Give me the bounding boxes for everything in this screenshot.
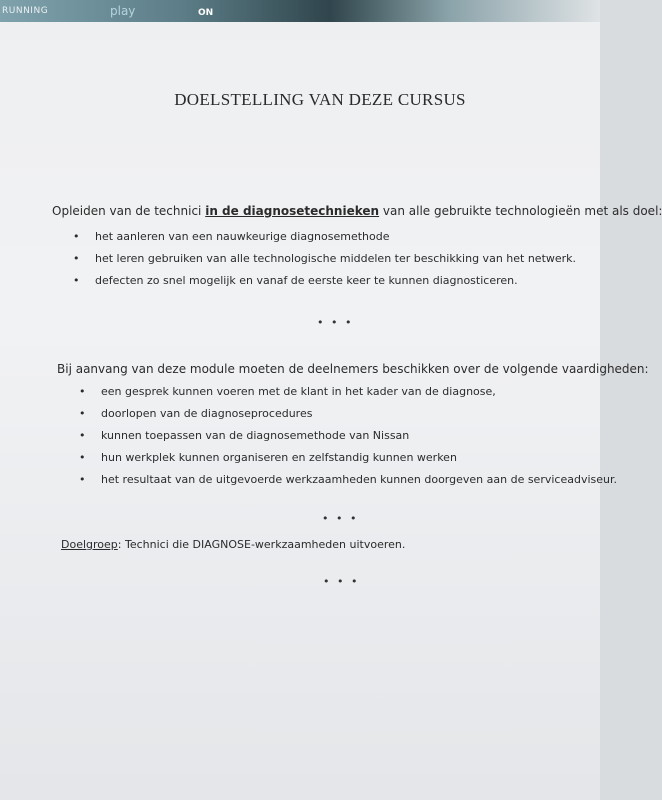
section1-list [73, 230, 577, 296]
separator-dots: • • • [323, 575, 360, 588]
bullet-icon: • [79, 473, 86, 486]
section2-list [79, 385, 618, 495]
top-device-strip [0, 0, 600, 22]
bullet-icon: • [79, 451, 86, 464]
list-item-text: het leren gebruiken van alle technologische middelen ter beschikking van het netwerk. [95, 252, 577, 265]
section1-intro-emphasis: in de diagnosetechnieken [205, 204, 380, 218]
list-item [79, 385, 617, 407]
strip-right-text: ON [198, 8, 214, 18]
bullet-icon: • [73, 230, 80, 243]
page-title: DOELSTELLING VAN DEZE CURSUS [174, 90, 466, 109]
section1-intro-after: van alle gebruikte technologieën met als doel: [379, 204, 662, 218]
list-item [79, 429, 617, 451]
list-item [79, 451, 617, 473]
strip-left-text: RUNNING [2, 6, 49, 16]
section1-intro [52, 204, 662, 218]
section1-intro-before: Opleiden van de technici [52, 204, 206, 218]
list-item-text: defecten zo snel mogelijk en vanaf de eerste keer te kunnen diagnosticeren. [95, 274, 518, 287]
list-item-text: een gesprek kunnen voeren met de klant in het kader van de diagnose, [101, 385, 496, 398]
separator-dots: • • • [317, 316, 354, 329]
list-item-text: doorlopen van de diagnoseprocedures [101, 407, 313, 420]
separator-dots: • • • [322, 512, 359, 525]
bullet-icon: • [79, 407, 86, 420]
bullet-icon: • [79, 429, 86, 442]
target-group [61, 538, 405, 551]
bullet-icon: • [73, 252, 80, 265]
list-item [79, 407, 617, 429]
list-item [73, 230, 576, 252]
list-item-text: het aanleren van een nauwkeurige diagnosemethode [95, 230, 390, 243]
target-group-label: Doelgroep [61, 538, 118, 551]
bullet-icon: • [73, 274, 80, 287]
target-group-text: : Technici die DIAGNOSE-werkzaamheden uitvoeren. [117, 538, 406, 551]
list-item [73, 252, 577, 274]
list-item-text: kunnen toepassen van de diagnosemethode van Nissan [101, 429, 410, 442]
list-item [73, 274, 576, 296]
list-item [79, 473, 618, 495]
list-item-text: hun werkplek kunnen organiseren en zelfstandig kunnen werken [101, 451, 457, 464]
strip-mid-text: play [110, 4, 136, 18]
list-item-text: het resultaat van de uitgevoerde werkzaamheden kunnen doorgeven aan de serviceadviseur. [101, 473, 618, 486]
section2-intro: Bij aanvang van deze module moeten de deelnemers beschikken over de volgende vaardigheden: [57, 362, 649, 376]
bullet-icon: • [79, 385, 86, 398]
